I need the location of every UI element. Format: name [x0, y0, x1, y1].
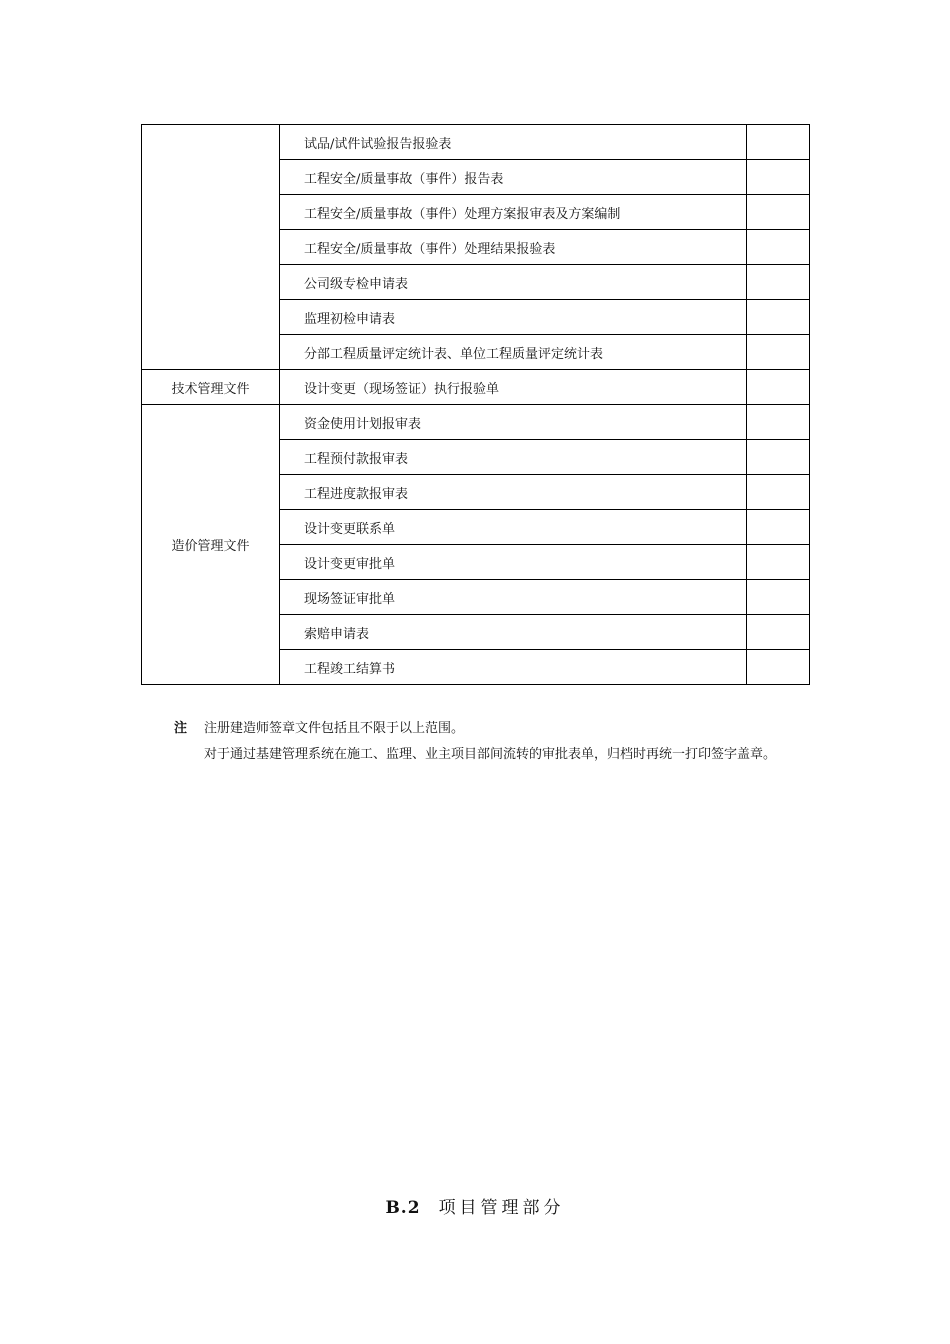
mark-cell — [747, 405, 810, 440]
document-name-cell: 设计变更审批单 — [280, 545, 747, 580]
document-name-cell: 工程安全/质量事故（事件）报告表 — [280, 160, 747, 195]
document-name-cell: 公司级专检申请表 — [280, 265, 747, 300]
document-name-cell: 工程预付款报审表 — [280, 440, 747, 475]
note-text-1: 注册建造师签章文件包括且不限于以上范围。 — [204, 721, 465, 736]
mark-cell — [747, 265, 810, 300]
note-line-1 — [144, 716, 808, 742]
mark-cell — [747, 370, 810, 405]
note-text-2: 对于通过基建管理系统在施工、监理、业主项目部间流转的审批表单，归档时再统一打印签字盖章。 — [204, 747, 777, 762]
document-name-cell: 设计变更联系单 — [280, 510, 747, 545]
section-number: B.2 — [385, 1198, 421, 1218]
table-row — [142, 125, 810, 160]
mark-cell — [747, 230, 810, 265]
mark-cell — [747, 650, 810, 685]
category-cell-cost: 造价管理文件 — [142, 405, 280, 685]
section-heading — [0, 1193, 950, 1218]
table-row — [142, 370, 810, 405]
document-name-cell: 工程安全/质量事故（事件）处理结果报验表 — [280, 230, 747, 265]
document-name-cell: 工程安全/质量事故（事件）处理方案报审表及方案编制 — [280, 195, 747, 230]
document-name-cell: 现场签证审批单 — [280, 580, 747, 615]
category-cell-empty — [142, 125, 280, 370]
signature-document-table — [141, 124, 810, 685]
mark-cell — [747, 335, 810, 370]
section-title: 项目管理部分 — [438, 1198, 565, 1218]
mark-cell — [747, 300, 810, 335]
mark-cell — [747, 615, 810, 650]
mark-cell — [747, 475, 810, 510]
document-name-cell: 分部工程质量评定统计表、单位工程质量评定统计表 — [280, 335, 747, 370]
mark-cell — [747, 545, 810, 580]
document-name-cell: 工程进度款报审表 — [280, 475, 747, 510]
document-name-cell: 工程竣工结算书 — [280, 650, 747, 685]
document-name-cell: 设计变更（现场签证）执行报验单 — [280, 370, 747, 405]
category-cell-technical: 技术管理文件 — [142, 370, 280, 405]
document-name-cell: 监理初检申请表 — [280, 300, 747, 335]
mark-cell — [747, 195, 810, 230]
mark-cell — [747, 510, 810, 545]
note-label: 注 — [174, 721, 188, 736]
mark-cell — [747, 580, 810, 615]
table-row — [142, 405, 810, 440]
mark-cell — [747, 125, 810, 160]
document-name-cell: 索赔申请表 — [280, 615, 747, 650]
mark-cell — [747, 440, 810, 475]
mark-cell — [747, 160, 810, 195]
document-name-cell: 资金使用计划报审表 — [280, 405, 747, 440]
document-name-cell: 试品/试件试验报告报验表 — [280, 125, 747, 160]
